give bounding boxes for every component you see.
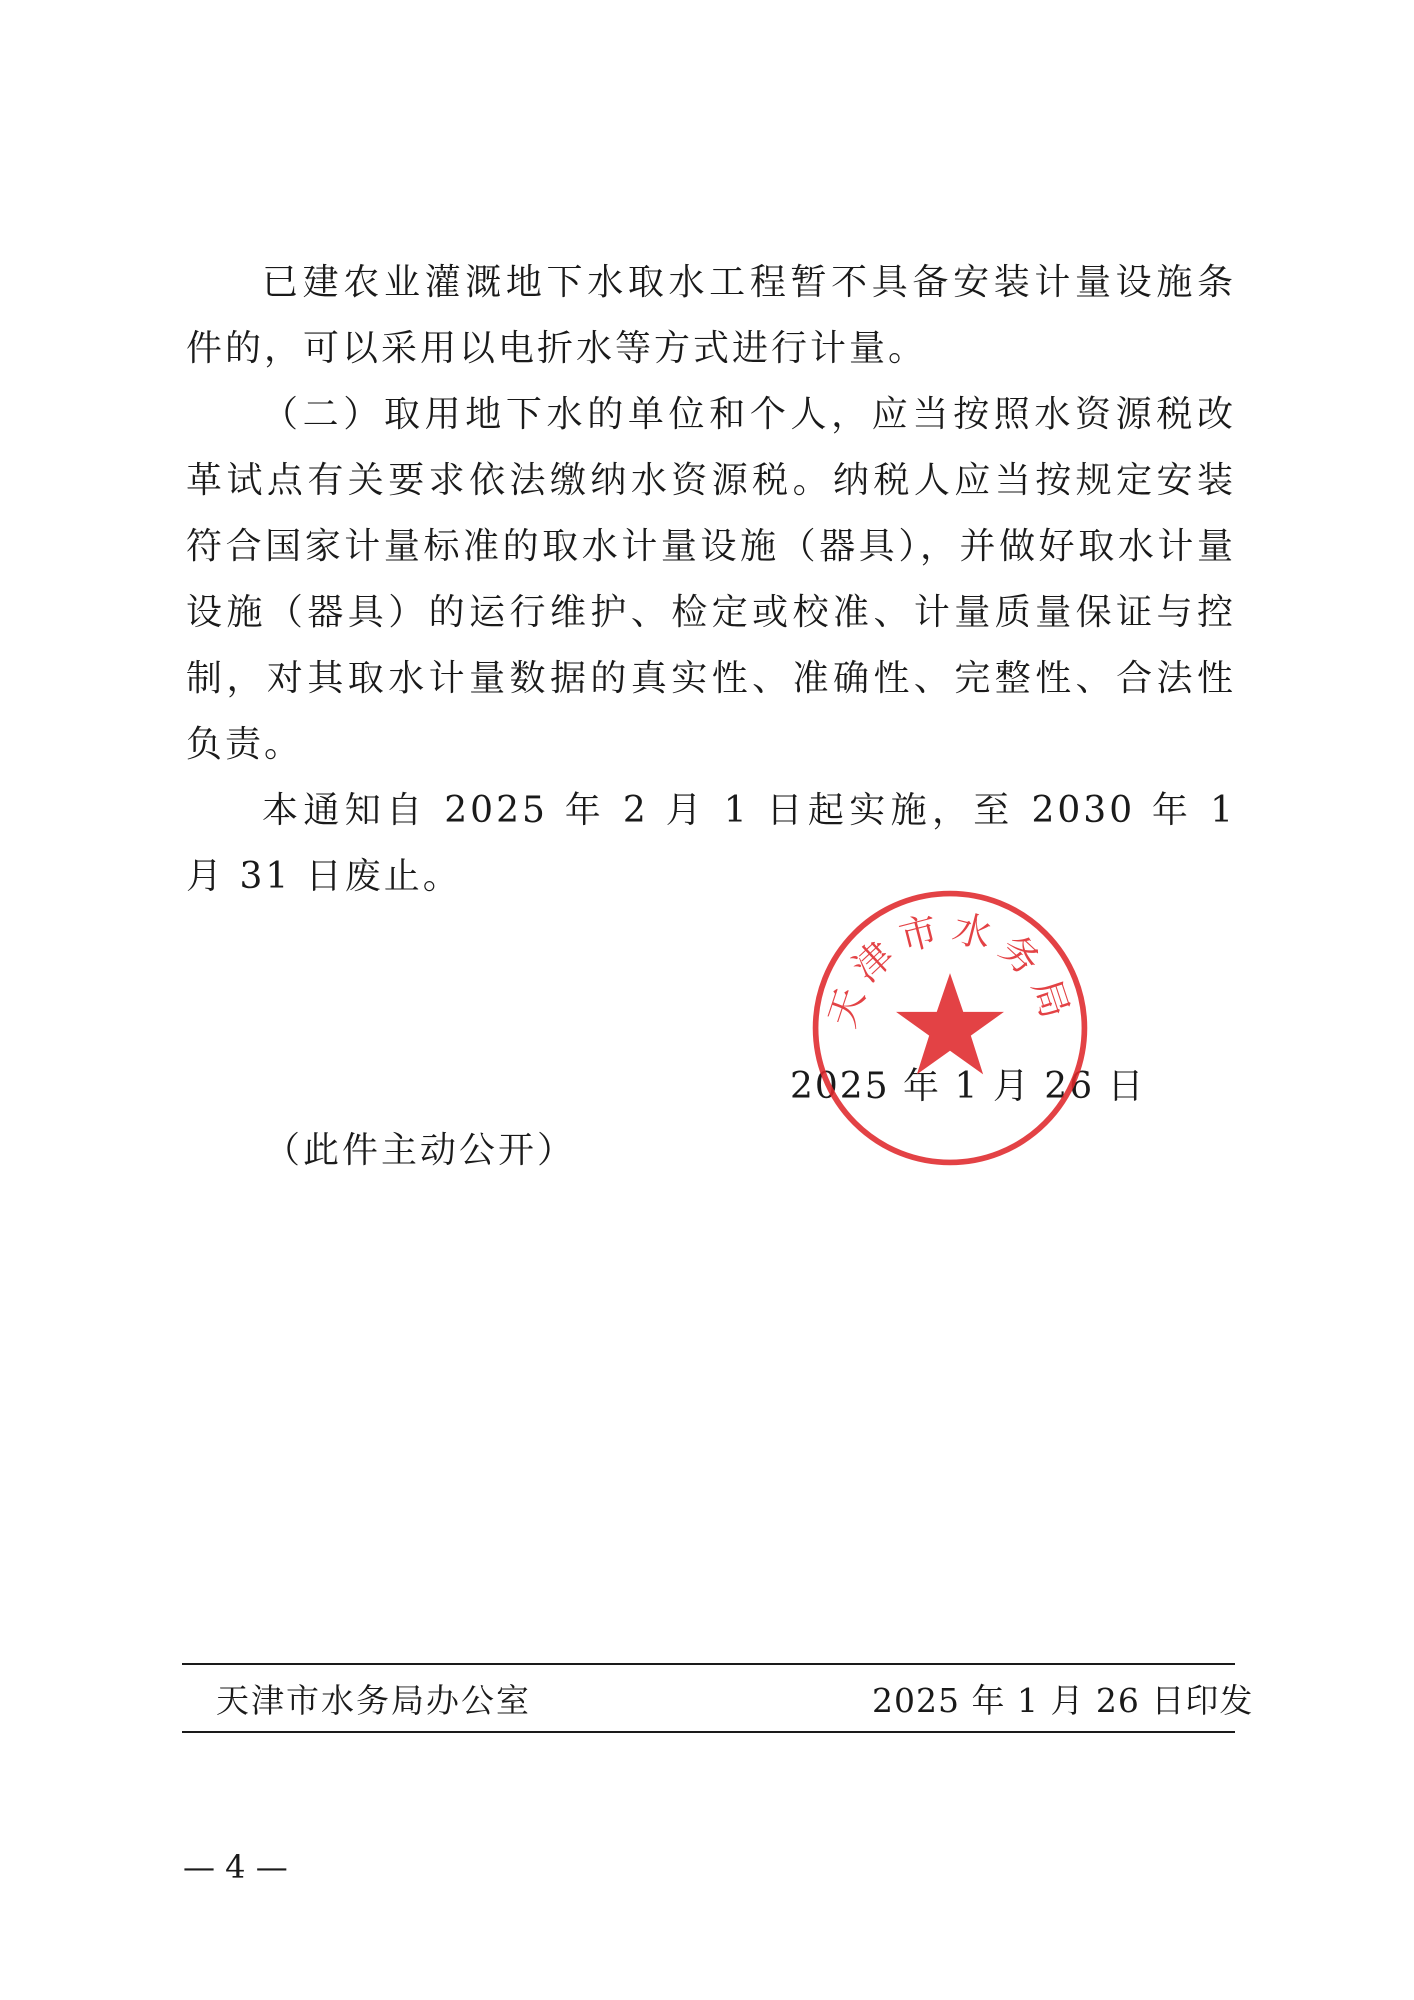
paragraph-water-resource-tax: （二）取用地下水的单位和个人，应当按照水资源税改革试点有关要求依法缴纳水资源税。纳税人应当按规定安装符合国家计量标准的取水计量设施（器具），并做好取水计量设施（器具）的运行维护、检定或校准、计量质量保证与控制，对其取水计量数据的真实性、准确性、完整性、合法性负责。 <box>186 394 1236 765</box>
footer-divider-bottom <box>182 1731 1235 1733</box>
signature-date: 2025 年 1 月 26 日 <box>790 1066 1146 1107</box>
seal-label: 天津市水务局 <box>819 905 1081 1033</box>
footer-issuer: 天津市水务局办公室 <box>216 1681 531 1720</box>
document-body <box>186 250 1236 910</box>
paragraph-effective-period: 本通知自 2025 年 2 月 1 日起实施，至 2030 年 1 月 31 日废止。 <box>186 790 1236 897</box>
paragraph-metering-alternative: 已建农业灌溉地下水取水工程暂不具备安装计量设施条件的，可以采用以电折水等方式进行计量。 <box>186 262 1236 369</box>
official-seal-icon <box>808 886 1092 1170</box>
page-number: — 4 — <box>183 1848 288 1886</box>
public-disclosure-note: （此件主动公开） <box>264 1130 577 1171</box>
footer-print-date: 2025 年 1 月 26 日印发 <box>872 1681 1254 1720</box>
footer-divider-top <box>182 1663 1235 1665</box>
